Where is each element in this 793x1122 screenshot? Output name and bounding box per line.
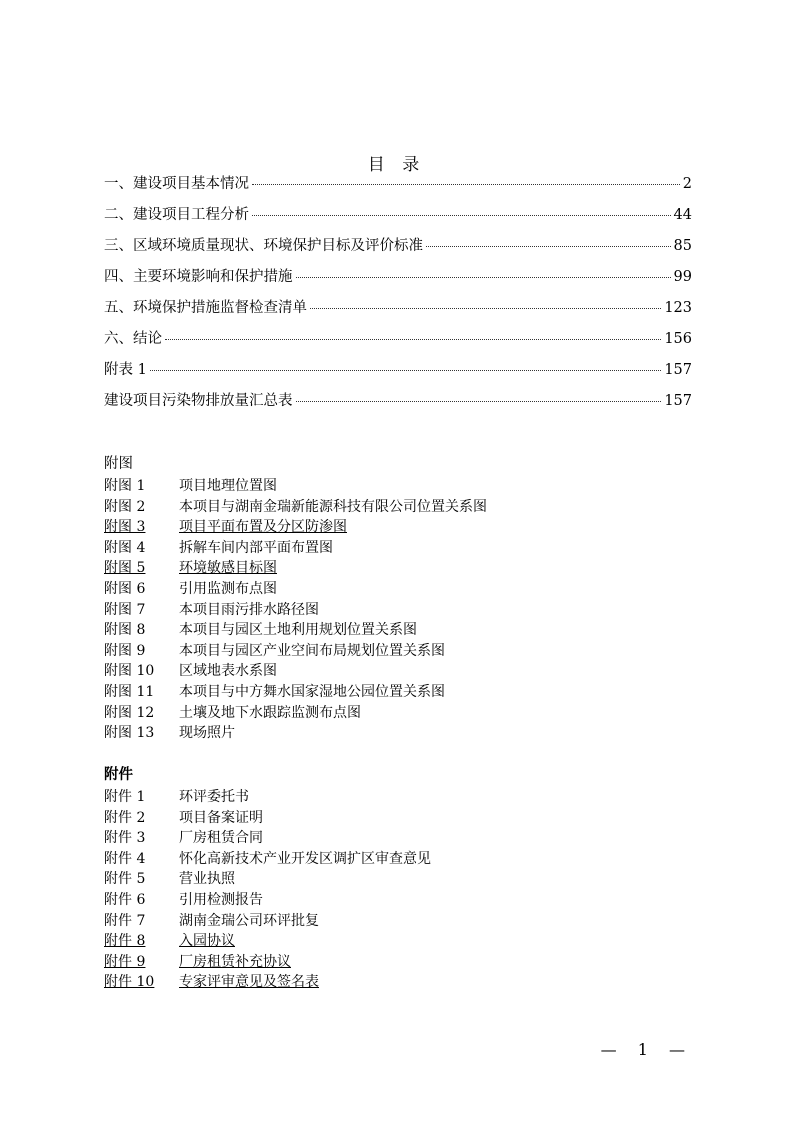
item-number: 附件 5 (104, 871, 146, 888)
item-number: 附图 3 (104, 519, 146, 536)
list-item[interactable] (104, 620, 704, 641)
toc-leader-dots (252, 184, 680, 185)
item-name: 引用监测布点图 (179, 580, 277, 597)
toc-entry[interactable] (104, 235, 692, 266)
list-item[interactable] (104, 600, 704, 621)
list-item[interactable] (104, 497, 704, 518)
toc-entry[interactable] (104, 390, 692, 421)
item-number: 附图 13 (104, 725, 155, 742)
toc-leader-dots (296, 401, 662, 402)
attachments-list (104, 763, 704, 993)
item-name: 本项目与园区产业空间布局规划位置关系图 (179, 642, 445, 659)
item-name: 项目地理位置图 (179, 478, 277, 494)
toc-leader-dots (296, 277, 671, 278)
item-name: 厂房租赁合同 (179, 830, 263, 847)
list-item[interactable] (104, 849, 704, 870)
item-name: 怀化高新技术产业开发区调扩区审查意见 (179, 850, 431, 867)
toc-entry-page: 85 (673, 238, 692, 254)
list-item[interactable] (104, 703, 704, 724)
item-number: 附件 6 (104, 891, 146, 908)
item-name: 区域地表水系图 (179, 663, 277, 680)
toc-title: 目 录 (367, 155, 426, 175)
item-number: 附图 10 (104, 663, 155, 680)
toc-entry-page: 156 (664, 331, 692, 347)
item-number: 附图 5 (104, 560, 146, 577)
list-item[interactable] (104, 558, 704, 579)
toc-entry[interactable] (104, 328, 692, 359)
toc-entry[interactable] (104, 204, 692, 235)
item-number: 附件 10 (104, 974, 155, 991)
toc-entry[interactable] (104, 173, 692, 204)
toc-entry-text: 建设项目污染物排放量汇总表 (104, 393, 293, 409)
item-name: 本项目雨污排水路径图 (179, 601, 319, 618)
toc-entry-text: 三、区域环境质量现状、环境保护目标及评价标准 (104, 238, 423, 254)
item-name: 湖南金瑞公司环评批复 (179, 912, 319, 929)
list-item[interactable] (104, 723, 704, 744)
toc-entry-text: 二、建设项目工程分析 (104, 207, 249, 223)
toc-entry[interactable] (104, 297, 692, 328)
item-name: 项目平面布置及分区防渗图 (179, 519, 347, 536)
toc-entry-text: 附表 1 (104, 362, 147, 378)
list-item[interactable] (104, 869, 704, 890)
list-item[interactable] (104, 682, 704, 703)
toc-entry[interactable] (104, 266, 692, 297)
toc-leader-dots (252, 215, 671, 216)
item-number: 附图 8 (104, 622, 146, 639)
toc-entry-page: 2 (682, 176, 692, 192)
list-item[interactable] (104, 538, 704, 559)
item-number: 附件 4 (104, 850, 146, 867)
item-number: 附件 3 (104, 830, 146, 847)
item-name: 土壤及地下水跟踪监测布点图 (179, 704, 361, 721)
attachments-heading: 附件 (104, 766, 133, 783)
toc-entry-page: 157 (664, 393, 692, 409)
list-item[interactable] (104, 931, 704, 952)
list-item[interactable] (104, 911, 704, 932)
item-name: 环评委托书 (179, 789, 249, 805)
toc-leader-dots (150, 370, 661, 371)
item-number: 附件 7 (104, 912, 146, 929)
item-name: 本项目与中方舞水国家湿地公园位置关系图 (179, 683, 445, 700)
toc-entry-text: 五、环境保护措施监督检查清单 (104, 300, 307, 316)
item-name: 引用检测报告 (179, 891, 263, 908)
table-of-contents (104, 173, 692, 421)
item-name: 入园协议 (179, 933, 235, 950)
item-name: 本项目与湖南金瑞新能源科技有限公司位置关系图 (179, 498, 487, 515)
list-item[interactable] (104, 890, 704, 911)
toc-leader-dots (310, 308, 661, 309)
toc-entry-page: 123 (664, 300, 692, 316)
toc-entry-page: 99 (673, 269, 692, 285)
item-number: 附图 6 (104, 580, 146, 597)
item-name: 项目备案证明 (179, 809, 263, 826)
list-item[interactable] (104, 808, 704, 829)
item-number: 附件 1 (104, 789, 146, 805)
toc-entry-page: 44 (673, 207, 692, 223)
item-name: 本项目与园区土地利用规划位置关系图 (179, 622, 417, 639)
list-item[interactable] (104, 517, 704, 538)
item-name: 专家评审意见及签名表 (179, 974, 319, 991)
item-name: 环境敏感目标图 (179, 560, 277, 577)
toc-leader-dots (426, 246, 671, 247)
item-name: 现场照片 (179, 725, 235, 742)
list-item[interactable] (104, 661, 704, 682)
item-number: 附件 9 (104, 953, 146, 970)
item-number: 附件 8 (104, 933, 146, 950)
figures-list (104, 452, 704, 744)
list-item[interactable] (104, 787, 704, 808)
list-item[interactable] (104, 828, 704, 849)
page-number: — 1 — (600, 1040, 693, 1059)
toc-entry-text: 一、建设项目基本情况 (104, 176, 249, 192)
list-item[interactable] (104, 641, 704, 662)
list-item[interactable] (104, 972, 704, 993)
item-number: 附图 1 (104, 478, 146, 494)
item-number: 附图 12 (104, 704, 155, 721)
list-item[interactable] (104, 952, 704, 973)
toc-entry-page: 157 (664, 362, 692, 378)
list-item[interactable] (104, 579, 704, 600)
toc-entry-text: 六、结论 (104, 331, 162, 347)
item-number: 附件 2 (104, 809, 146, 826)
item-name: 厂房租赁补充协议 (179, 953, 291, 970)
item-number: 附图 2 (104, 498, 146, 515)
toc-leader-dots (165, 339, 661, 340)
item-name: 营业执照 (179, 871, 235, 888)
item-number: 附图 9 (104, 642, 146, 659)
list-item[interactable] (104, 476, 704, 497)
figures-heading: 附图 (104, 456, 133, 472)
toc-entry[interactable] (104, 359, 692, 390)
toc-entry-text: 四、主要环境影响和保护措施 (104, 269, 293, 285)
item-name: 拆解车间内部平面布置图 (179, 539, 333, 556)
item-number: 附图 7 (104, 601, 146, 618)
item-number: 附图 11 (104, 683, 155, 700)
item-number: 附图 4 (104, 539, 146, 556)
